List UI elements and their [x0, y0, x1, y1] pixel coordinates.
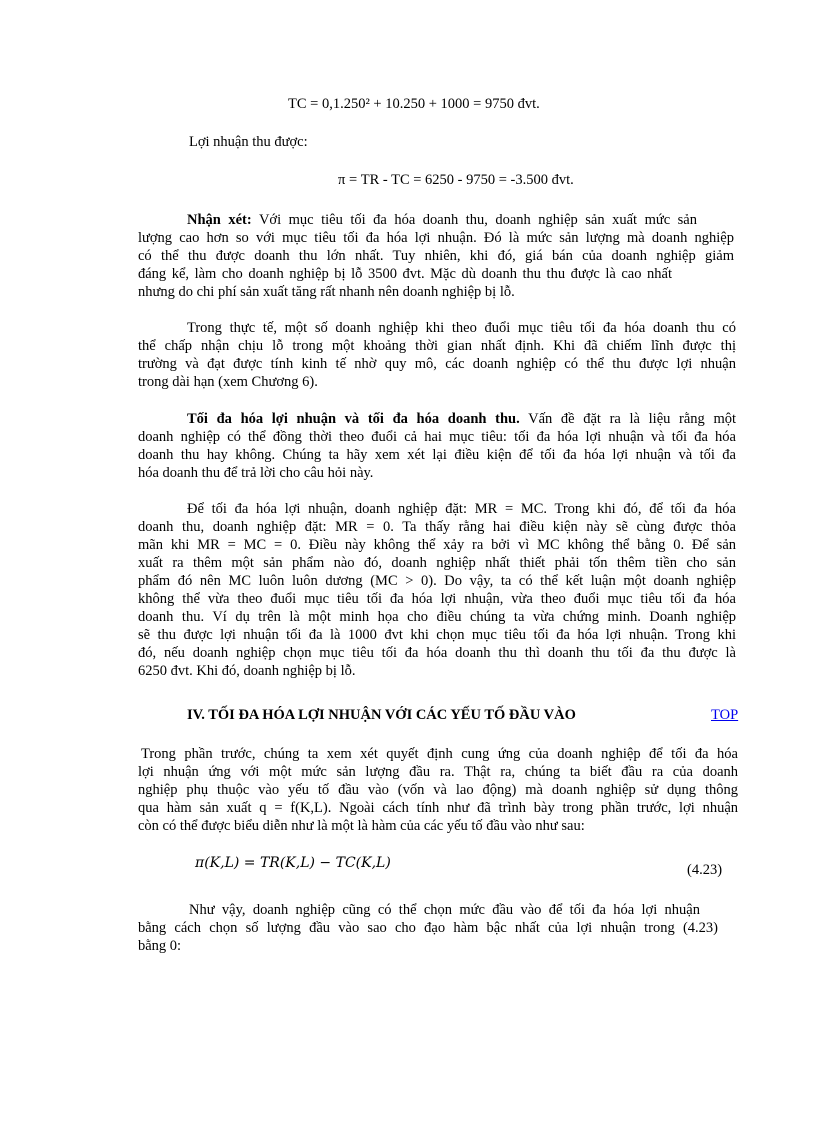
equation-total-cost: TC = 0,1.250² + 10.250 + 1000 = 9750 đvt.: [288, 96, 540, 112]
section-heading: IV. TỐI ĐA HÓA LỢI NHUẬN VỚI CÁC YẾU TỐ ĐẦU VÀO: [187, 707, 576, 723]
profit-label: Lợi nhuận thu được:: [189, 134, 308, 150]
section-bold-title: Tối đa hóa lợi nhuận và tối đa hóa doanh thu.: [187, 411, 520, 427]
top-link[interactable]: TOP: [711, 707, 739, 723]
equation-profit: π = TR - TC = 6250 - 9750 = -3.500 đvt.: [338, 172, 574, 188]
equation-profit-function: π(K,L) = TR(K,L) − TC(K,L): [195, 855, 391, 871]
equation-number: (4.23): [687, 862, 723, 878]
remark-bold-label: Nhận xét:: [187, 212, 252, 228]
